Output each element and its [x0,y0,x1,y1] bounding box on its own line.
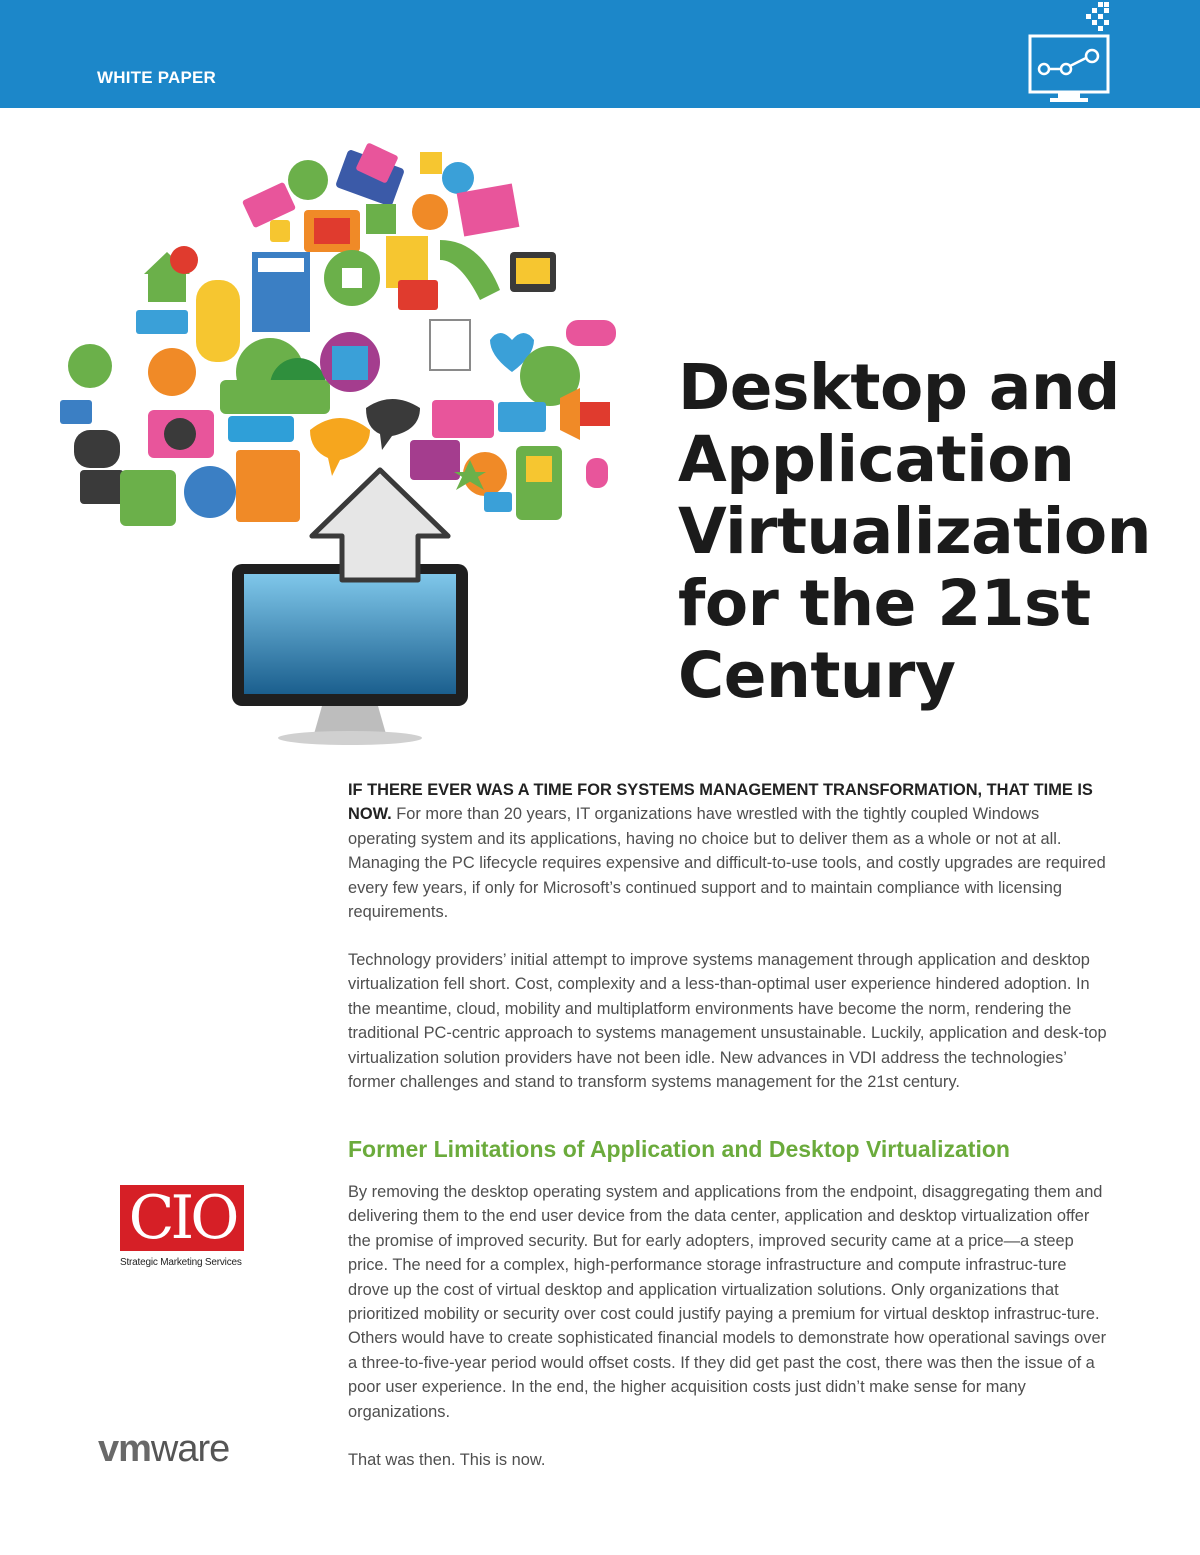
cio-logo [118,1183,248,1271]
intro-text: For more than 20 years, IT organizations have wrestled with the tightly coupled Windows operating system and its applications, having no choice but to deliver them as a whole or not at all. Managing the PC lifecycle requires expensive and difficult-to-use tools, and costly upgrades are required every few years, if only for Microsoft’s continued support and to maintain compliance with licensing requirements. [348,805,1106,922]
monitor-network-icon [1022,0,1118,108]
header-band [0,0,1200,108]
vmware-logo [98,1428,229,1471]
closing-line: That was then. This is now. [348,1451,546,1469]
monitor-illustration [232,564,468,745]
vmware-logo-ware: ware [150,1428,230,1470]
section-heading: Former Limitations of Application and Desktop Virtualization [348,1136,1010,1162]
paragraph-2: Technology providers’ initial attempt to improve systems management through application and desktop virtualization fell short. Cost, complexity and a less-than-optimal user experience hindered adoption. In the meantime, cloud, mobility and multiplatform environments have become the norm, rendering the traditional PC-centric approach to systems management unsustainable. Luckily, application and desk-top virtualization solution providers have not been idle. New advances in VDI address the technologies’ former challenges and stand to transform systems management for the 21st century. [348,951,1107,1092]
app-icon-cluster [60,142,616,526]
vmware-logo-vm: vm [98,1428,151,1470]
intro-paragraph [348,778,1108,924]
section-paragraph: By removing the desktop operating system and applications from the endpoint, disaggregating them and delivering them to the end user device from the data center, application and desktop virtualization offer the promise of improved security. But for early adopters, improved security came at a price—a steep price. The need for a complex, high-performance storage infrastructure and compute infrastruc-ture drove up the cost of virtual desktop and application virtualization solutions. Only organizations that prioritized mobility or security over cost could justify paying a premium for virtual desktop infrastruc-ture. Others would have to create sophisticated financial models to demonstrate how operational savings over a three-to-five-year period would offset costs. If they did get past the cost, there was then the issue of a poor user experience. In the end, the higher acquisition costs just didn’t make sense for many organizations. [348,1183,1107,1421]
intro-lead: IF THERE EVER WAS A TIME FOR SYSTEMS MANAGEMENT TRANSFORMATION, THAT TIME IS NOW. [348,781,1093,824]
document-title: Desktop and Application Virtualization for the 21st Century [678,351,1152,712]
cloud-apps-illustration [60,140,650,750]
cio-mark: CIO [120,1185,244,1251]
doc-type-label: WHITE PAPER [97,68,217,87]
cio-subtitle: Strategic Marketing Services [120,1257,242,1268]
